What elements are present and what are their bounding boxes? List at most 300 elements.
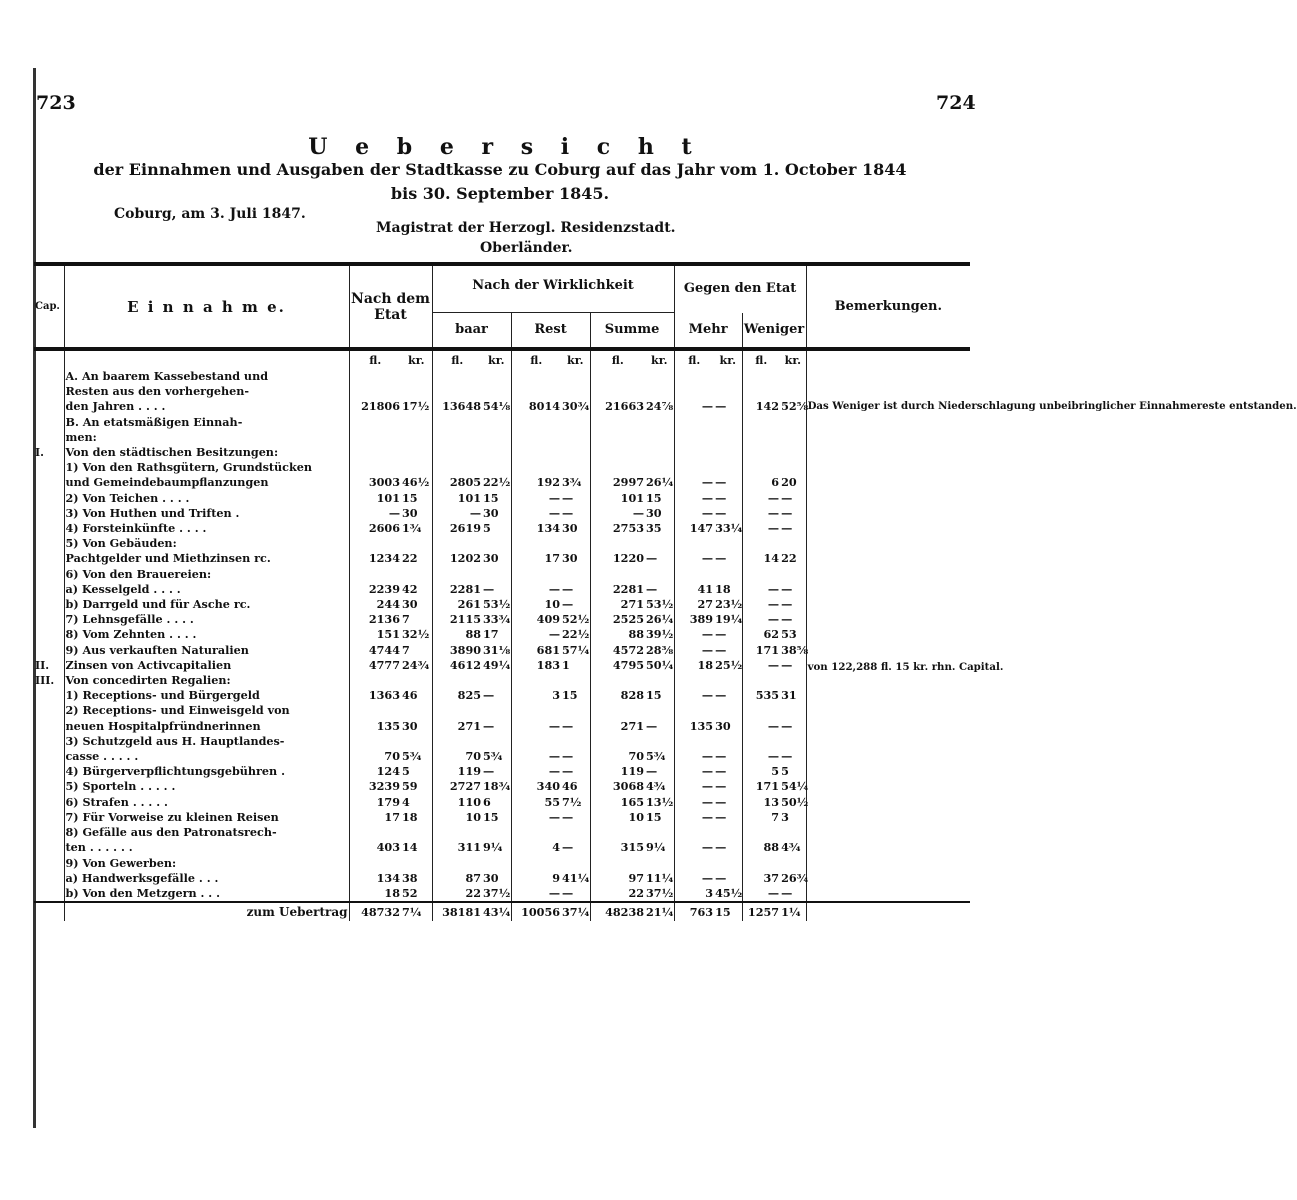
row-value-kr — [401, 384, 432, 399]
row-value-kr: 26¼ — [646, 475, 674, 490]
row-value-fl: 8014 — [528, 399, 561, 414]
row-description: 7) Lehnsgefälle . . . . — [64, 612, 349, 627]
row-value-fl: 17 — [544, 551, 561, 566]
row-value-fl: 101 — [620, 490, 645, 505]
row-value-kr — [714, 703, 742, 718]
row-value-kr: 30 — [401, 719, 432, 734]
row-value-fl: 3239 — [349, 779, 401, 794]
row-remark-empty — [806, 749, 970, 764]
table-row — [34, 871, 970, 886]
row-description: Resten aus den vorhergehen- — [64, 384, 349, 399]
row-description: Zinsen von Activcapitalien — [64, 658, 349, 673]
row-description: den Jahren . . . . — [64, 399, 349, 414]
row-value-kr: 11¼ — [646, 870, 674, 885]
row-description: neuen Hospitalpfründnerinnen — [64, 719, 349, 734]
row-value-kr: 6 — [482, 795, 511, 810]
row-value-kr: 26¾ — [781, 870, 809, 885]
row-value-fl — [349, 430, 401, 445]
row-value-kr: 1 — [561, 658, 590, 673]
row-value-fl — [349, 369, 401, 384]
row-value-kr: 5¾ — [645, 749, 674, 764]
row-value-fl: — — [701, 809, 714, 824]
total-label: zum Uebertrag — [64, 902, 349, 921]
row-value-kr: 53 — [780, 627, 806, 642]
row-value-fl: 4 — [552, 840, 561, 855]
row-value-fl: 88 — [465, 627, 482, 642]
row-value-fl — [590, 825, 645, 840]
row-description: A. An baarem Kassebestand und — [64, 369, 349, 384]
header-bemerkungen: Bemerkungen. — [834, 298, 943, 314]
row-value-kr: 37½ — [645, 886, 674, 902]
row-value-kr — [561, 567, 590, 582]
row-value-kr: 17½ — [401, 399, 432, 414]
row-cap — [34, 399, 64, 414]
row-value-fl: 135 — [689, 718, 714, 733]
row-value-fl: 5 — [771, 764, 780, 779]
row-value-fl: 409 — [536, 612, 561, 627]
row-value-kr: 30 — [482, 871, 511, 886]
row-value-kr: 30 — [482, 551, 511, 566]
row-value-fl — [742, 445, 780, 460]
row-description: 1) Receptions- und Bürgergeld — [64, 688, 349, 703]
place-date: Coburg, am 3. Juli 1847. — [114, 206, 306, 222]
header-summe: Summe — [590, 313, 674, 350]
row-value-kr — [401, 856, 432, 871]
row-value-fl: — — [349, 506, 401, 521]
row-value-fl: — — [701, 870, 714, 885]
row-value-fl: — — [701, 490, 714, 505]
row-value-fl — [349, 415, 401, 430]
row-value-kr: 50½ — [781, 794, 809, 809]
row-description: 9) Von Gewerben: — [64, 856, 349, 871]
row-value-kr: — — [561, 764, 590, 779]
row-value-fl: 119 — [457, 764, 482, 779]
row-value-fl: 10 — [544, 597, 561, 612]
row-value-kr — [780, 703, 806, 718]
row-value-fl — [674, 856, 714, 871]
row-value-kr: — — [780, 582, 806, 597]
row-value-fl — [432, 415, 482, 430]
row-description: a) Handwerksgefälle . . . — [64, 871, 349, 886]
unit-label-kr: kr. — [780, 349, 806, 369]
row-description: Von den städtischen Besitzungen: — [64, 445, 349, 460]
row-value-kr — [645, 703, 674, 718]
row-cap — [34, 506, 64, 521]
row-value-fl: 41 — [697, 581, 714, 596]
row-value-kr: 22 — [401, 551, 432, 566]
row-value-fl — [590, 384, 645, 399]
row-value-fl: 3068 — [612, 779, 645, 794]
row-value-kr — [482, 430, 511, 445]
table-row — [34, 627, 970, 642]
row-value-fl: 55 — [544, 794, 561, 809]
row-description: 1) Von den Rathsgütern, Grundstücken — [64, 460, 349, 475]
row-value-kr — [780, 430, 806, 445]
table-row — [34, 734, 970, 749]
row-value-kr: 33¾ — [483, 612, 511, 627]
row-value-fl: 4744 — [349, 643, 401, 658]
row-value-fl — [432, 430, 482, 445]
row-value-fl: 21806 — [349, 399, 401, 414]
row-value-fl: 4795 — [612, 657, 645, 672]
remarks-column — [806, 349, 970, 369]
header-wirklichkeit: Nach der Wirklichkeit — [432, 264, 674, 306]
row-value-kr — [645, 825, 674, 840]
row-value-fl: 2115 — [449, 612, 482, 627]
row-value-fl: — — [511, 886, 561, 902]
row-value-kr — [561, 430, 590, 445]
row-value-kr — [561, 369, 590, 384]
row-value-kr: 30¾ — [562, 399, 590, 414]
header-mehr: Mehr — [674, 313, 742, 350]
row-value-kr: 5 — [780, 764, 806, 779]
row-value-fl — [742, 856, 780, 871]
row-value-fl — [349, 536, 401, 551]
row-value-fl: 7 — [771, 809, 780, 824]
row-value-fl: — — [767, 505, 780, 520]
table-row — [34, 369, 970, 384]
total-row — [34, 902, 970, 921]
row-value-fl: — — [701, 779, 714, 794]
row-value-kr: 20 — [780, 475, 806, 490]
row-value-kr: — — [561, 491, 590, 506]
row-value-kr: 26¼ — [646, 612, 674, 627]
row-value-fl — [511, 460, 561, 475]
row-value-fl: 17 — [349, 810, 401, 825]
row-value-fl: 825 — [457, 688, 482, 703]
row-value-kr: — — [714, 764, 742, 779]
row-value-fl: — — [701, 840, 714, 855]
row-value-kr — [780, 415, 806, 430]
row-value-fl: 1363 — [349, 688, 401, 703]
row-value-kr — [482, 415, 511, 430]
row-value-fl — [511, 825, 561, 840]
row-cap — [34, 840, 64, 855]
row-value-fl: 14 — [763, 551, 780, 566]
row-value-fl — [432, 856, 482, 871]
row-value-fl — [511, 369, 561, 384]
row-value-fl: 101 — [349, 491, 401, 506]
row-value-kr — [561, 384, 590, 399]
row-value-kr — [780, 825, 806, 840]
row-value-kr — [780, 567, 806, 582]
total-value-fl: 763 — [674, 902, 714, 921]
row-value-kr — [714, 673, 742, 688]
row-value-fl: 18 — [349, 886, 401, 902]
table-body — [34, 349, 1297, 921]
row-cap — [34, 734, 64, 749]
row-remark-empty — [806, 703, 970, 718]
row-value-kr — [714, 536, 742, 551]
total-remark-empty — [806, 902, 970, 921]
row-value-kr — [482, 384, 511, 399]
row-value-kr: 15 — [645, 810, 674, 825]
row-value-fl — [674, 734, 714, 749]
table-row — [34, 764, 970, 779]
row-value-fl: 403 — [349, 840, 401, 855]
row-value-kr — [645, 430, 674, 445]
row-value-kr — [401, 703, 432, 718]
row-value-kr: 54¼ — [781, 779, 809, 794]
row-value-kr — [482, 703, 511, 718]
row-remark-empty — [806, 810, 970, 825]
row-cap — [34, 491, 64, 506]
row-value-fl: 165 — [620, 794, 645, 809]
row-value-fl: 183 — [536, 657, 561, 672]
row-value-kr: — — [645, 719, 674, 734]
row-value-kr: — — [714, 399, 742, 414]
row-description: Von concedirten Regalien: — [64, 673, 349, 688]
total-value-kr: 37¼ — [561, 902, 590, 921]
unit-cell-text — [64, 349, 349, 369]
row-description: 8) Gefälle aus den Patronatsrech- — [64, 825, 349, 840]
unit-label-fl: fl. — [369, 353, 382, 367]
total-value-fl: 38181 — [432, 902, 482, 921]
row-value-fl — [742, 415, 780, 430]
row-value-fl — [590, 445, 645, 460]
row-value-kr — [780, 856, 806, 871]
row-cap — [34, 612, 64, 627]
row-value-fl: — — [767, 521, 780, 536]
row-value-kr: 1¾ — [401, 521, 432, 536]
table-row — [34, 719, 970, 734]
row-value-kr: 35 — [645, 521, 674, 536]
row-cap — [34, 688, 64, 703]
row-cap — [34, 430, 64, 445]
row-cap — [34, 551, 64, 566]
row-value-fl — [511, 536, 561, 551]
row-value-kr — [780, 384, 806, 399]
row-value-fl — [511, 430, 561, 445]
row-value-kr — [714, 856, 742, 871]
row-remark-empty — [806, 521, 970, 536]
row-description: 7) Für Vorweise zu kleinen Reisen — [64, 810, 349, 825]
row-value-kr: 54⅛ — [483, 399, 511, 414]
row-value-fl — [590, 734, 645, 749]
row-value-fl: — — [701, 642, 714, 657]
table-row — [34, 582, 970, 597]
row-value-fl: 21663 — [605, 399, 645, 414]
row-value-kr — [401, 536, 432, 551]
row-value-fl: 2619 — [449, 521, 482, 536]
row-value-kr — [645, 536, 674, 551]
row-value-fl: 244 — [349, 597, 401, 612]
row-value-kr: 18 — [714, 582, 742, 597]
total-value-kr: 7¼ — [401, 902, 432, 921]
document-title: U e b e r s i c h t — [308, 134, 702, 160]
row-value-kr — [401, 430, 432, 445]
remark-weniger: Das Weniger ist durch Niederschlagung unbeibringlicher Einnahmereste entstanden. — [807, 400, 1297, 412]
row-value-kr — [561, 734, 590, 749]
row-value-kr: — — [780, 612, 806, 627]
row-value-fl: 70 — [349, 749, 401, 764]
row-value-fl: 62 — [763, 627, 780, 642]
row-value-fl: 311 — [457, 840, 482, 855]
row-value-kr: — — [645, 582, 674, 597]
total-value-fl: 1257 — [742, 902, 780, 921]
total-value-fl: 48238 — [590, 902, 645, 921]
row-value-fl — [349, 734, 401, 749]
row-cap — [34, 703, 64, 718]
row-value-fl: 4612 — [449, 657, 482, 672]
row-value-kr: 38 — [401, 871, 432, 886]
row-value-kr — [482, 369, 511, 384]
row-remark-empty — [806, 840, 970, 855]
row-value-kr — [401, 734, 432, 749]
row-value-kr: — — [714, 475, 742, 490]
row-value-fl: — — [548, 581, 561, 596]
row-value-fl: — — [701, 764, 714, 779]
row-value-kr: 52 — [401, 886, 432, 902]
row-value-fl — [511, 567, 561, 582]
row-description: 9) Aus verkauften Naturalien — [64, 643, 349, 658]
row-value-kr: 30 — [645, 506, 674, 521]
row-value-kr — [561, 415, 590, 430]
page-number-right: 724 — [936, 92, 976, 114]
row-value-kr — [780, 734, 806, 749]
row-remark-empty — [806, 688, 970, 703]
total-value-kr: 1¼ — [780, 902, 806, 921]
table-row — [34, 688, 970, 703]
row-value-fl — [674, 415, 714, 430]
row-value-kr: 5 — [482, 521, 511, 536]
row-value-fl: 1202 — [449, 551, 482, 566]
row-value-kr: 59 — [401, 779, 432, 794]
row-value-kr: 14 — [401, 840, 432, 855]
table-row — [34, 460, 970, 475]
row-value-fl: 2281 — [612, 581, 645, 596]
row-value-fl — [511, 734, 561, 749]
row-value-fl: 535 — [755, 688, 780, 703]
table-row — [34, 886, 970, 902]
row-value-fl: 142 — [755, 399, 780, 414]
row-value-kr: — — [780, 491, 806, 506]
row-value-fl: 110 — [457, 794, 482, 809]
table-row — [34, 491, 970, 506]
row-value-fl: 10 — [465, 809, 482, 824]
row-value-fl — [432, 703, 482, 718]
table-row — [34, 703, 970, 718]
row-value-fl: 4777 — [349, 658, 401, 673]
row-value-kr — [780, 673, 806, 688]
row-cap — [34, 810, 64, 825]
row-value-fl — [511, 445, 561, 460]
header-einnahme: E i n n a h m e. — [64, 264, 349, 349]
row-value-fl — [432, 460, 482, 475]
row-value-kr — [645, 445, 674, 460]
row-description: ten . . . . . . — [64, 840, 349, 855]
row-value-fl — [349, 460, 401, 475]
row-value-kr: — — [780, 749, 806, 764]
table-row — [34, 643, 970, 658]
row-value-kr — [401, 415, 432, 430]
row-value-fl: 171 — [755, 642, 780, 657]
row-value-kr: 5 — [401, 764, 432, 779]
row-value-fl: — — [701, 505, 714, 520]
signature-line: Oberländer. — [480, 240, 573, 256]
row-value-fl — [590, 856, 645, 871]
row-value-fl: — — [469, 505, 482, 520]
row-value-kr — [645, 460, 674, 475]
row-value-fl: 4572 — [612, 642, 645, 657]
row-remark-empty — [806, 825, 970, 840]
row-value-fl — [511, 673, 561, 688]
row-remark-empty — [806, 719, 970, 734]
row-value-fl: 2997 — [612, 475, 645, 490]
row-value-kr: 9¼ — [645, 840, 674, 855]
row-value-kr — [645, 369, 674, 384]
row-value-kr: — — [780, 506, 806, 521]
row-remark-empty — [806, 460, 970, 475]
row-value-fl — [742, 734, 780, 749]
row-value-fl: — — [767, 490, 780, 505]
row-value-fl — [590, 369, 645, 384]
total-value-fl: 48732 — [349, 902, 401, 921]
row-cap — [34, 415, 64, 430]
row-value-kr: 33¼ — [715, 521, 743, 536]
row-value-fl — [742, 825, 780, 840]
row-value-fl: — — [548, 749, 561, 764]
row-remark-empty — [806, 475, 970, 490]
row-value-kr — [482, 856, 511, 871]
row-value-fl: 315 — [620, 840, 645, 855]
row-value-kr — [714, 384, 742, 399]
row-value-fl: 97 — [628, 870, 645, 885]
row-value-kr — [561, 703, 590, 718]
row-value-kr — [401, 445, 432, 460]
row-value-kr — [401, 460, 432, 475]
row-value-kr — [482, 825, 511, 840]
row-value-kr: — — [561, 506, 590, 521]
row-value-fl: 1234 — [349, 551, 401, 566]
row-value-kr: 9¼ — [482, 840, 511, 855]
row-value-fl: — — [548, 627, 561, 642]
row-value-kr — [401, 673, 432, 688]
row-value-kr: — — [561, 810, 590, 825]
row-description: 3) Von Huthen und Triften . — [64, 506, 349, 521]
row-value-kr: — — [714, 795, 742, 810]
row-cap — [34, 567, 64, 582]
row-value-kr: 7 — [401, 643, 432, 658]
row-remark-empty — [806, 506, 970, 521]
row-value-kr: 15 — [482, 810, 511, 825]
row-value-fl: — — [701, 475, 714, 490]
unit-label-kr: kr. — [482, 349, 511, 369]
row-value-fl: — — [742, 886, 780, 902]
row-value-fl: 261 — [457, 597, 482, 612]
row-value-fl: — — [548, 490, 561, 505]
row-value-fl — [349, 567, 401, 582]
row-value-kr — [645, 415, 674, 430]
row-value-kr — [714, 734, 742, 749]
row-remark-empty — [806, 871, 970, 886]
row-value-fl — [349, 673, 401, 688]
row-value-fl: 3890 — [449, 642, 482, 657]
row-value-kr: 30 — [482, 506, 511, 521]
row-value-kr: 31 — [780, 688, 806, 703]
row-value-kr — [401, 369, 432, 384]
row-value-kr: 7½ — [561, 795, 590, 810]
row-value-kr — [780, 369, 806, 384]
row-description: 6) Von den Brauereien: — [64, 567, 349, 582]
row-description: 8) Vom Zehnten . . . . — [64, 627, 349, 642]
row-value-kr: — — [482, 688, 511, 703]
row-value-fl — [432, 369, 482, 384]
row-value-fl — [511, 384, 561, 399]
row-value-fl: 2281 — [449, 581, 482, 596]
unit-label-kr: kr. — [714, 349, 742, 369]
row-value-fl: — — [701, 688, 714, 703]
